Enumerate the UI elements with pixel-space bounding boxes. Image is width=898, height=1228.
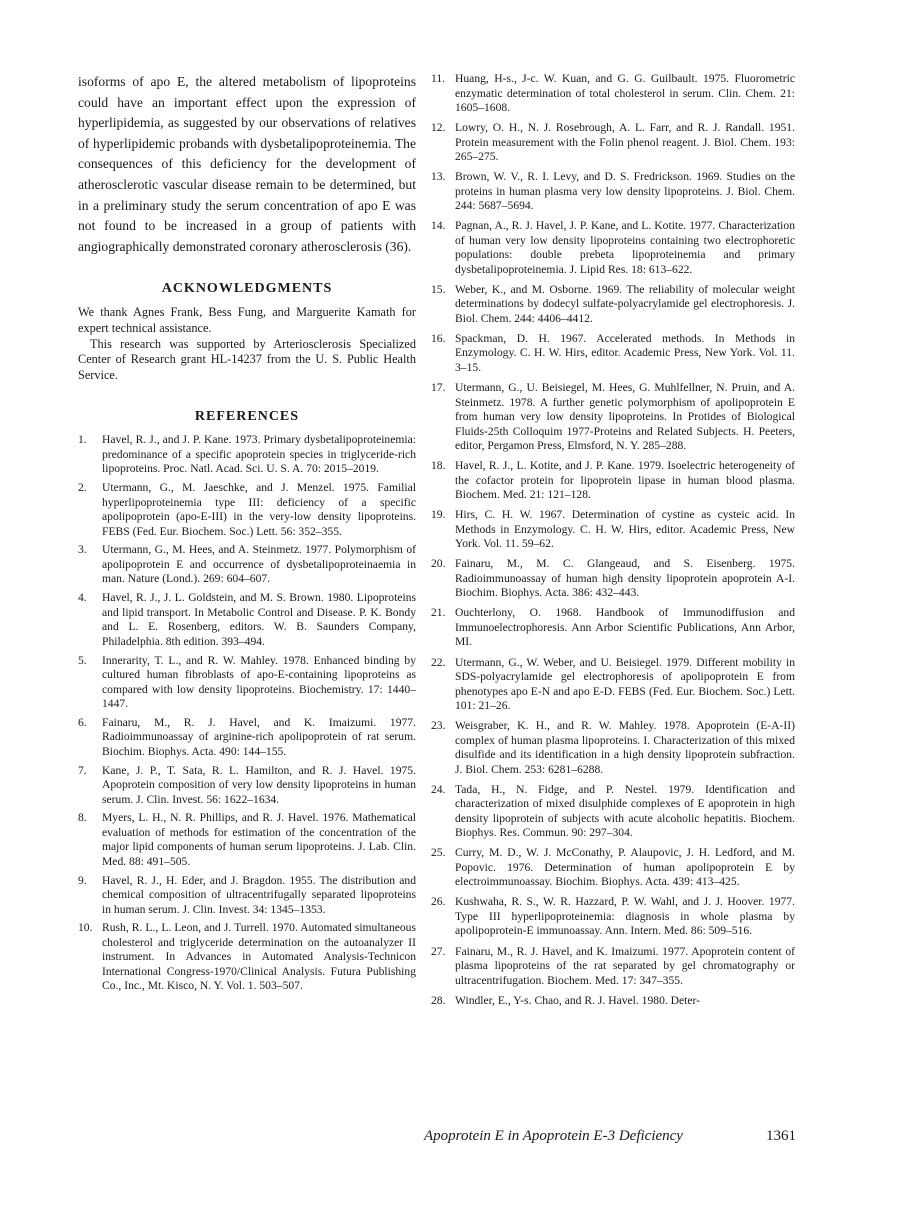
reference-number: 20. — [431, 557, 446, 571]
reference-text: Windler, E., Y-s. Chao, and R. J. Havel. 1980. Deter- — [455, 993, 701, 1007]
reference-item — [431, 459, 795, 503]
reference-text: Hirs, C. H. W. 1967. Determination of cystine as cysteic acid. In Methods in Enzymology. C. H. W. Hirs, editor. Academic Press, New York. Vol. 11. 59–62. — [455, 508, 795, 551]
reference-number: 26. — [431, 895, 446, 909]
acknowledgment-paragraph: We thank Agnes Frank, Bess Fung, and Marguerite Kamath for expert technical assistance. — [78, 305, 416, 335]
reference-number: 17. — [431, 381, 446, 395]
reference-number: 24. — [431, 782, 446, 796]
reference-number: 14. — [431, 219, 446, 233]
reference-number: 23. — [431, 719, 446, 733]
reference-item — [78, 921, 416, 994]
reference-number: 22. — [431, 655, 446, 669]
reference-number: 28. — [431, 993, 446, 1007]
reference-item — [78, 481, 416, 539]
body-paragraph: isoforms of apo E, the altered metabolism of lipoproteins could have an important effect upon the expression of hyperlipidemia, as suggested by our observations of relatives of hyperlipidemic probands with dysbetalipoproteinemia. The consequences of this deficiency for the development of atherosclerotic vascular disease remain to be determined, but in a preliminary study the serum concentration of apo E was not found to be increased in a group of patients with angiographically demonstrated coronary atherosclerosis (36). — [78, 74, 416, 254]
reference-number: 8. — [78, 811, 87, 825]
acknowledgment-paragraph: This research was supported by Arteriosclerosis Specialized Center of Research grant HL-14237 from the U. S. Public Health Service. — [78, 336, 416, 382]
reference-item — [78, 874, 416, 918]
reference-text: Kushwaha, R. S., W. R. Hazzard, P. W. Wahl, and J. J. Hoover. 1977. Type III hyperlipoproteinemia: diagnosis in whole plasma by apolipoprotein-E immunoassay. Ann. Intern. Med. 86: 509–516. — [455, 895, 795, 938]
reference-text: Kane, J. P., T. Sata, R. L. Hamilton, and R. J. Havel. 1975. Apoprotein composition of very low density lipoproteins in human serum. J. Clin. Invest. 56: 1622–1634. — [102, 763, 416, 806]
reference-text: Tada, H., N. Fidge, and P. Nestel. 1979. Identification and characterization of mixed disulphide complexes of E apoprotein in high density lipoprotein of subjects with acute alcoholic hepatitis. Biochem. Biophys. Res. Commun. 90: 297–304. — [455, 782, 795, 840]
reference-text: Fainaru, M., R. J. Havel, and K. Imaizumi. 1977. Apoprotein content of plasma lipoproteins of the rat separated by gel chromatography or ultracentrifugation. Biochem. Med. 17: 347–355. — [455, 944, 795, 987]
reference-item — [431, 719, 795, 777]
reference-number: 18. — [431, 459, 446, 473]
page-number: 1361 — [766, 1128, 796, 1144]
reference-item — [431, 895, 795, 939]
page-footer — [424, 1128, 796, 1145]
reference-number: 7. — [78, 763, 87, 777]
reference-number: 2. — [78, 481, 87, 495]
running-title: Apoprotein E in Apoprotein E-3 Deficiency — [424, 1128, 683, 1144]
reference-item — [78, 591, 416, 649]
reference-text: Weisgraber, K. H., and R. W. Mahley. 1978. Apoprotein (E-A-II) complex of human plasma lipoproteins. I. Characterization of this mixed disulfide and its identification in a high density lipoprotein subfraction. J. Biol. Chem. 253: 6281–6288. — [455, 719, 795, 776]
reference-list-left — [78, 433, 416, 994]
reference-item — [78, 433, 416, 477]
reference-text: Utermann, G., W. Weber, and U. Beisiegel. 1979. Different mobility in SDS-polyacrylamide gel electrophoresis of apolipoprotein E from phenotypes apo E-N and apo E-D. FEBS (Fed. Eur. Biochem. Soc.) Lett. 101: 21–26. — [455, 655, 795, 713]
reference-item — [431, 994, 795, 1009]
reference-item — [431, 72, 795, 116]
reference-text: Ouchterlony, O. 1968. Handbook of Immunodiffusion and Immunoelectrophoresis. Ann Arbor Scientific Publications, Ann Arbor, MI. — [455, 606, 795, 649]
reference-text: Innerarity, T. L., and R. W. Mahley. 1978. Enhanced binding by cultured human fibroblasts of apo-E-containing lipoproteins as compared with low density lipoproteins. Biochemistry. 17: 1440–1447. — [102, 653, 416, 710]
reference-number: 19. — [431, 508, 446, 522]
reference-text: Myers, L. H., N. R. Phillips, and R. J. Havel. 1976. Mathematical evaluation of methods for estimation of the concentration of the major lipid components of human serum lipoproteins. J. Lab. Clin. Med. 88: 491–505. — [102, 811, 416, 868]
reference-item — [431, 508, 795, 552]
reference-text: Havel, R. J., H. Eder, and J. Bragdon. 1955. The distribution and chemical composition of ultracentrifugally separated lipoproteins in human serum. J. Clin. Invest. 34: 1345–1353. — [102, 873, 416, 916]
reference-item — [431, 557, 795, 601]
reference-item — [431, 783, 795, 841]
reference-text: Rush, R. L., L. Leon, and J. Turrell. 1970. Automated simultaneous cholesterol and triglyceride determination on the autoanalyzer II instrument. In Advances in Automated Analysis-Technicon International Congress-1970/Clinical Analysis. Futura Publishing Co., Inc., Mt. Kisco, N. Y. Vol. 1. 503–507. — [102, 921, 416, 993]
acknowledgments-heading: ACKNOWLEDGMENTS — [161, 281, 333, 297]
reference-text: Utermann, G., M. Jaeschke, and J. Menzel. 1975. Familial hyperlipoproteinemia type III: deficiency of a specific apolipoprotein (apo-E-III) in the very-low density lipoproteins. FEBS (Fed. Eur. Biochem. Soc.) Lett. 56: 352–355. — [102, 481, 416, 538]
reference-text: Lowry, O. H., N. J. Rosebrough, A. L. Farr, and R. J. Randall. 1951. Protein measurement with the Folin phenol reagent. J. Biol. Chem. 193: 265–275. — [455, 121, 795, 164]
reference-item — [78, 811, 416, 869]
reference-number: 6. — [78, 715, 87, 729]
reference-number: 16. — [431, 331, 446, 345]
left-column — [78, 72, 416, 998]
reference-item — [431, 656, 795, 714]
reference-list-right — [431, 72, 795, 1008]
reference-number: 27. — [431, 944, 446, 958]
reference-number: 11. — [431, 72, 446, 85]
reference-text: Weber, K., and M. Osborne. 1969. The reliability of molecular weight determinations by dodecyl sulfate-polyacrylamide gel electrophoresis. J. Biol. Chem. 244: 4406–4412. — [455, 282, 795, 325]
reference-text: Fainaru, M., M. C. Glangeaud, and S. Eisenberg. 1975. Radioimmunoassay of human high density lipoprotein apoprotein A-I. Biochim. Biophys. Acta. 386: 432–443. — [455, 557, 795, 600]
reference-text: Curry, M. D., W. J. McConathy, P. Alaupovic, J. H. Ledford, and M. Popovic. 1976. Determination of human apolipoprotein E by electroimmunoassay. Biochim. Biophys. Acta. 439: 413–425. — [455, 846, 795, 889]
reference-number: 21. — [431, 606, 446, 620]
reference-number: 13. — [431, 170, 446, 184]
reference-item — [431, 170, 795, 214]
reference-item — [431, 219, 795, 277]
reference-number: 1. — [78, 433, 87, 447]
reference-number: 12. — [431, 121, 446, 135]
reference-number: 15. — [431, 282, 446, 296]
reference-number: 25. — [431, 846, 446, 860]
reference-text: Havel, R. J., L. Kotite, and J. P. Kane. 1979. Isoelectric heterogeneity of the cofactor protein for lipoprotein lipase in human blood plasma. Biochem. Med. 21: 121–128. — [455, 459, 795, 502]
reference-item — [431, 283, 795, 327]
reference-number: 5. — [78, 653, 87, 667]
reference-text: Brown, W. V., R. I. Levy, and D. S. Fredrickson. 1969. Studies on the proteins in human plasma very low density lipoproteins. J. Biol. Chem. 244: 5687–5694. — [455, 170, 795, 213]
reference-item — [431, 846, 795, 890]
reference-item — [431, 606, 795, 650]
reference-text: Utermann, G., U. Beisiegel, M. Hees, G. Muhlfellner, N. Pruin, and A. Steinmetz. 1978. A further genetic polymorphism of apolipoprotein E from human very low density lipoproteins. In Protides of Biological Fluids-25th Colloquim 1977-Proteins and Related Subjects. H. Peeters, editor, Pergamon Press, Elmsford, N. Y. 285–288. — [455, 381, 795, 453]
reference-text: Utermann, G., M. Hees, and A. Steinmetz. 1977. Polymorphism of apolipoprotein E and occurrence of dysbetalipoproteinaemia in man. Nature (Lond.). 269: 604–607. — [102, 543, 416, 586]
reference-text: Spackman, D. H. 1967. Accelerated methods. In Methods in Enzymology. C. H. W. Hirs, editor. Academic Press, New York. Vol. 11. 3–15. — [455, 331, 795, 374]
right-column — [431, 72, 795, 1014]
reference-text: Huang, H-s., J-c. W. Kuan, and G. G. Guilbault. 1975. Fluorometric enzymatic determination of total cholesterol in serum. Clin. Chem. 21: 1605–1608. — [455, 72, 795, 114]
reference-item — [431, 945, 795, 989]
reference-item — [78, 716, 416, 760]
reference-number: 10. — [78, 921, 93, 935]
reference-number: 3. — [78, 543, 87, 557]
references-heading: REFERENCES — [194, 409, 300, 425]
reference-text: Havel, R. J., and J. P. Kane. 1973. Primary dysbetalipoproteinemia: predominance of a specific apoprotein species in triglyceride-rich lipoproteins. Proc. Natl. Acad. Sci. U. S. A. 70: 2015–2019. — [102, 433, 416, 476]
reference-item — [431, 121, 795, 165]
reference-item — [78, 543, 416, 587]
reference-number: 4. — [78, 591, 87, 605]
reference-text: Havel, R. J., J. L. Goldstein, and M. S. Brown. 1980. Lipoproteins and lipid transport. In Metabolic Control and Disease. P. K. Bondy and L. E. Rosenberg, editors. W. B. Saunders Company, Philadelphia. 8th edition. 393–494. — [102, 591, 416, 648]
reference-text: Pagnan, A., R. J. Havel, J. P. Kane, and L. Kotite. 1977. Characterization of human very low density lipoproteins containing two electrophoretic populations: double prebeta lipoproteinemia and primary dysbetalipoproteinemia. J. Lipid Res. 18: 613–622. — [455, 219, 795, 276]
reference-number: 9. — [78, 873, 87, 887]
reference-item — [431, 381, 795, 454]
reference-text: Fainaru, M., R. J. Havel, and K. Imaizumi. 1977. Radioimmunoassay of arginine-rich apolipoprotein of rat serum. Biochim. Biophys. Acta. 490: 144–155. — [102, 715, 416, 758]
reference-item — [431, 332, 795, 376]
reference-item — [78, 764, 416, 808]
reference-item — [78, 654, 416, 712]
